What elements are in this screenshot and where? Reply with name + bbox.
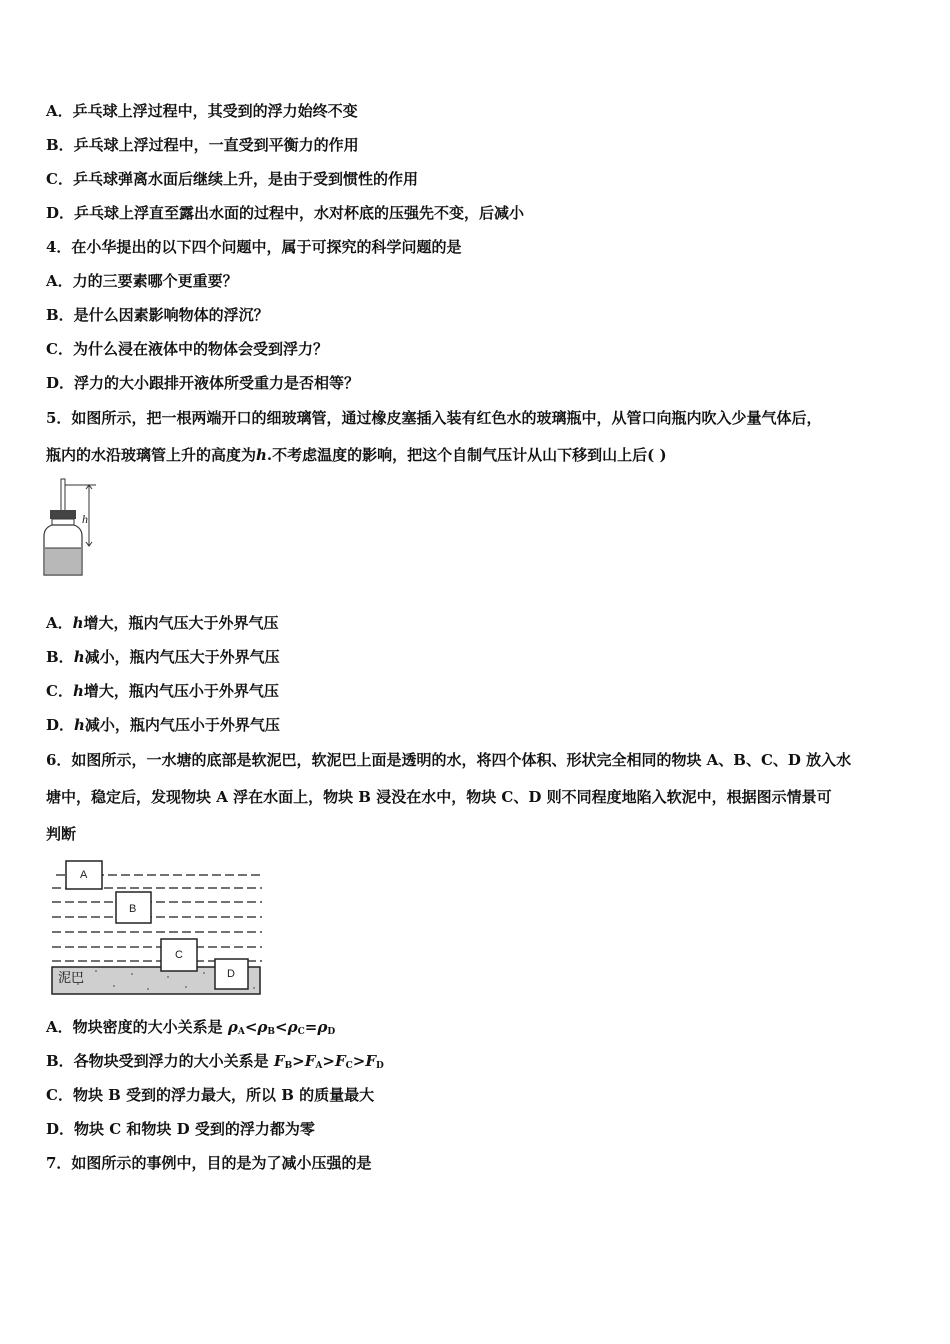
q3-option-d: D．乒乓球上浮直至露出水面的过程中，水对杯底的压强先不变，后减小	[46, 204, 525, 222]
q6-stem-line3: 判断	[46, 825, 77, 843]
block-c-label: C	[175, 949, 183, 961]
block-a-label: A	[80, 869, 88, 881]
q4-stem: 4．在小华提出的以下四个问题中，属于可探究的科学问题的是	[46, 238, 462, 256]
q4-option-c: C．为什么浸在液体中的物体会受到浮力？	[46, 340, 328, 358]
q4-option-a: A．力的三要素哪个更重要？	[46, 272, 238, 290]
q4-option-d: D．浮力的大小跟排开液体所受重力是否相等？	[46, 374, 360, 392]
mud-label: 泥巴	[58, 971, 85, 986]
q3-option-b: B．乒乓球上浮过程中，一直受到平衡力的作用	[46, 136, 359, 154]
q4-option-b: B．是什么因素影响物体的浮沉？	[46, 306, 269, 324]
q6-option-b: B．各物块受到浮力的大小关系是 $F_B>F_A>F_C>F_D$	[46, 1052, 384, 1071]
q6-stem-line2: 塘中，稳定后，发现物块 A 浮在水面上，物块 B 浸没在水中，物块 C、D 则不同程度地陷入软泥中，根据图示情景可	[46, 788, 832, 806]
q6-stem-line1: 6．如图所示，一水塘的底部是软泥巴，软泥巴上面是透明的水，将四个体积、形状完全相同的物块 A、B、C、D 放入水	[46, 751, 852, 769]
q5-option-d: D．h减小，瓶内气压小于外界气压	[46, 716, 280, 734]
pond-figure	[44, 853, 268, 999]
q6-option-a: A．物块密度的大小关系是 $\rho_A<\rho_B<\rho_C=\rho_D$	[46, 1018, 336, 1037]
barometer-figure	[38, 476, 112, 584]
q5-option-b: B．h减小，瓶内气压大于外界气压	[46, 648, 280, 666]
q5-option-c: C．h增大，瓶内气压小于外界气压	[46, 682, 279, 700]
q3-option-c: C．乒乓球弹离水面后继续上升，是由于受到惯性的作用	[46, 170, 418, 188]
height-h-label: h	[82, 512, 88, 526]
q3-option-a: A．乒乓球上浮过程中，其受到的浮力始终不变	[46, 102, 358, 120]
q5-stem-line1: 5．如图所示，把一根两端开口的细玻璃管，通过橡皮塞插入装有红色水的玻璃瓶中，从管口向瓶内吹入少量气体后，	[46, 409, 822, 427]
q7-stem: 7．如图所示的事例中，目的是为了减小压强的是	[46, 1154, 372, 1172]
q5-option-a: A．h增大，瓶内气压大于外界气压	[46, 614, 279, 632]
block-d-label: D	[227, 968, 235, 980]
q6-option-c: C．物块 B 受到的浮力最大，所以 B 的质量最大	[46, 1086, 375, 1104]
q5-stem-line2: 瓶内的水沿玻璃管上升的高度为h.不考虑温度的影响，把这个自制气压计从山下移到山上后( )	[46, 446, 667, 464]
q6-option-d: D．物块 C 和物块 D 受到的浮力都为零	[46, 1120, 315, 1138]
block-b-label: B	[129, 903, 137, 915]
